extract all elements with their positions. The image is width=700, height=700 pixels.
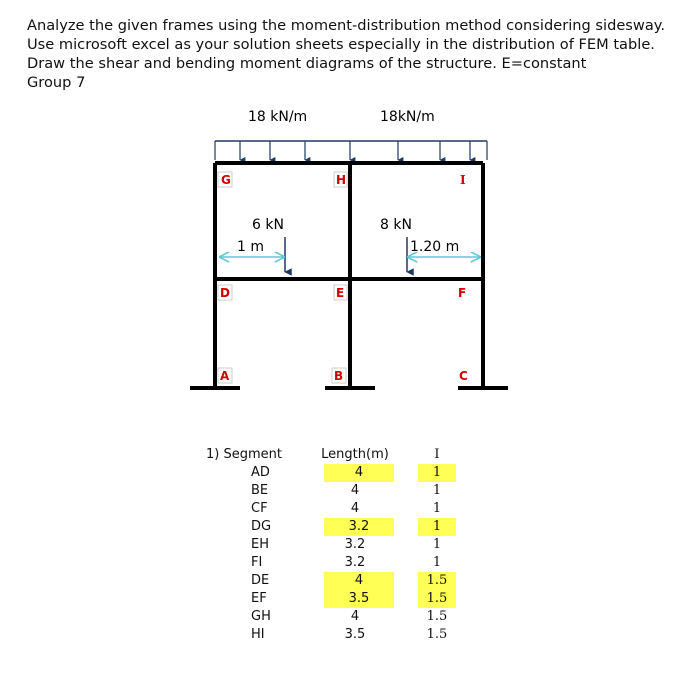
segment-cell: GH (251, 609, 271, 624)
inertia-column (418, 446, 456, 644)
distributed-load-right-label: 18kN/m (380, 109, 435, 125)
node-i-label: I (460, 173, 466, 187)
segment-cell: FI (251, 555, 263, 570)
segment-cell: EF (251, 591, 267, 606)
node-f-label: F (458, 286, 467, 300)
inertia-cell: 1.5 (418, 572, 456, 590)
node-d-label: D (220, 286, 230, 300)
length-cell: 4 (350, 609, 360, 624)
inertia-cell: 1 (432, 501, 442, 516)
length-cell: 4 (350, 501, 360, 516)
segment-cell: CF (251, 501, 268, 516)
segment-cell: BE (251, 483, 269, 498)
length-cell: 4 (350, 483, 360, 498)
problem-line: Draw the shear and bending moment diagrams of the structure. E=constant (27, 55, 587, 72)
segment-cell: AD (251, 465, 270, 480)
distributed-load-left-label: 18 kN/m (248, 109, 308, 125)
dimension-right-label: 1.20 m (410, 239, 460, 255)
problem-line: Use microsoft excel as your solution sheets especially in the distribution of FEM table. (27, 36, 655, 53)
problem-line: Analyze the given frames using the moment-distribution method considering sidesway. (27, 17, 665, 34)
node-e-label: E (336, 286, 345, 300)
inertia-cell: 1.5 (418, 590, 456, 608)
inertia-cell: 1.5 (426, 627, 448, 642)
group-label: Group 7 (27, 74, 86, 91)
length-cell: 3.2 (344, 555, 366, 570)
node-h-label: H (336, 173, 347, 187)
segment-cell: DE (251, 573, 270, 588)
node-c-label: C (459, 369, 468, 383)
node-b-label: B (334, 369, 344, 383)
node-g-label: G (221, 173, 231, 187)
length-column (320, 446, 390, 644)
length-cell: 4 (324, 572, 394, 590)
inertia-cell: 1 (418, 518, 456, 536)
segment-cell: EH (251, 537, 269, 552)
frame-members (190, 163, 508, 388)
length-cell: 3.5 (324, 590, 394, 608)
inertia-cell: 1 (432, 555, 442, 570)
inertia-cell: 1 (418, 464, 456, 482)
segment-header: 1) Segment (206, 447, 282, 462)
node-a-label: A (220, 369, 230, 383)
segment-cell: HI (251, 627, 265, 642)
length-cell: 3.5 (344, 627, 366, 642)
point-load-left-label: 6 kN (252, 217, 284, 233)
inertia-cell: 1.5 (426, 609, 448, 624)
inertia-cell: 1 (432, 537, 442, 552)
point-load-right-label: 8 kN (380, 217, 412, 233)
length-cell: 4 (324, 464, 394, 482)
segment-column (206, 446, 286, 644)
length-header: Length(m) (321, 447, 389, 462)
length-cell: 3.2 (344, 537, 366, 552)
length-cell: 3.2 (324, 518, 394, 536)
inertia-header: I (434, 447, 440, 462)
segment-cell: DG (251, 519, 272, 534)
inertia-cell: 1 (432, 483, 442, 498)
distributed-load (215, 141, 487, 160)
dimension-left-label: 1 m (237, 239, 264, 255)
